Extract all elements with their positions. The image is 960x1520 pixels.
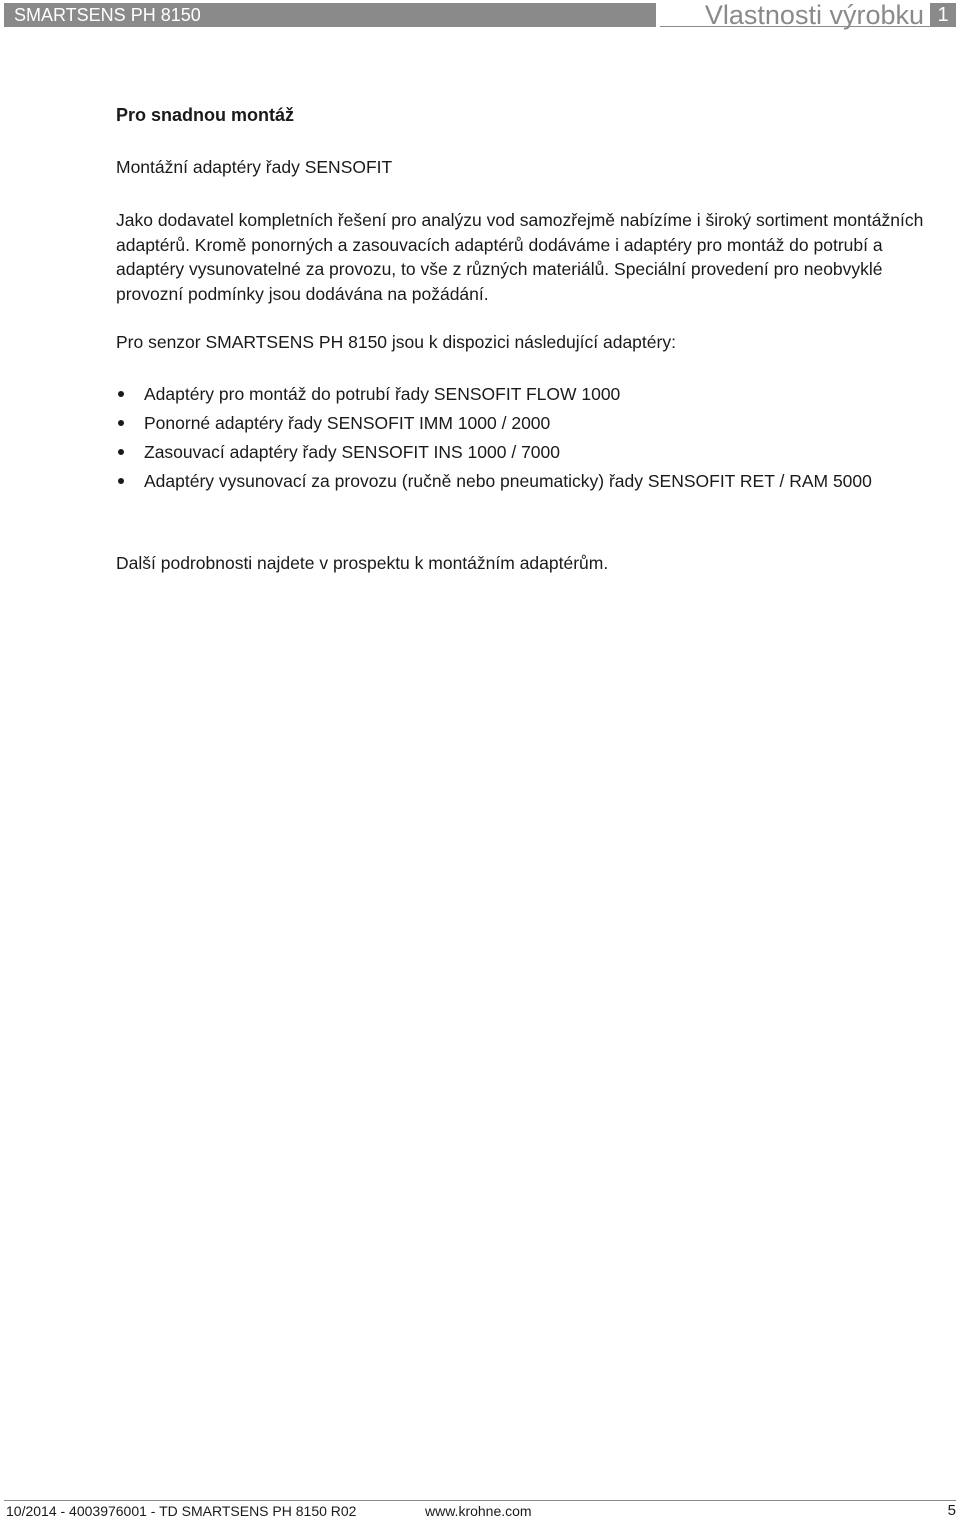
list-item (116, 469, 928, 494)
list-item-text: Ponorné adaptéry řady SENSOFIT IMM 1000 / 2000 (144, 413, 551, 433)
header-chapter-number: 1 (930, 3, 956, 27)
bullet-icon (118, 478, 124, 484)
intro-paragraph: Jako dodavatel kompletních řešení pro analýzu vod samozřejmě nabízíme i široký sortiment montážních adaptérů. Kromě ponorných a zasouvacích adaptérů dodáváme i adaptéry pro montáž do potrubí a adaptéry vysunovatelné za provozu, to vše z různých materiálů. Speciální provedení pro neobvyklé provozní podmínky jsou dodávána na požádání. (116, 210, 924, 304)
list-item (116, 382, 928, 407)
footer-page-number: 5 (947, 1502, 956, 1519)
list-item-text: Zasouvací adaptéry řady SENSOFIT INS 1000 / 7000 (144, 442, 561, 462)
page-header (0, 0, 960, 30)
header-section-title: Vlastnosti výrobku (704, 0, 924, 30)
adapter-list (116, 382, 928, 498)
bullet-icon (118, 449, 124, 455)
section-subheading: Montážní adaptéry řady SENSOFIT (116, 157, 393, 177)
bullet-icon (118, 420, 124, 426)
list-item (116, 440, 928, 465)
section-heading: Pro snadnou montáž (116, 105, 295, 125)
list-item-text: Adaptéry vysunovací za provozu (ručně nebo pneumaticky) řady SENSOFIT RET / RAM 5000 (144, 471, 872, 491)
footer-divider (4, 1500, 956, 1501)
header-product-band (4, 3, 656, 27)
closing-paragraph: Další podrobnosti najdete v prospektu k montážním adaptérům. (116, 553, 609, 573)
lead-paragraph: Pro senzor SMARTSENS PH 8150 jsou k dispozici následující adaptéry: (116, 332, 676, 352)
bullet-icon (118, 391, 124, 397)
header-product-name: SMARTSENS PH 8150 (14, 5, 201, 25)
footer-website-link[interactable]: www.krohne.com (425, 1503, 532, 1519)
list-item-text: Adaptéry pro montáž do potrubí řady SENSOFIT FLOW 1000 (144, 384, 621, 404)
footer-document-reference: 10/2014 - 4003976001 - TD SMARTSENS PH 8150 R02 (6, 1503, 357, 1519)
list-item (116, 411, 928, 436)
